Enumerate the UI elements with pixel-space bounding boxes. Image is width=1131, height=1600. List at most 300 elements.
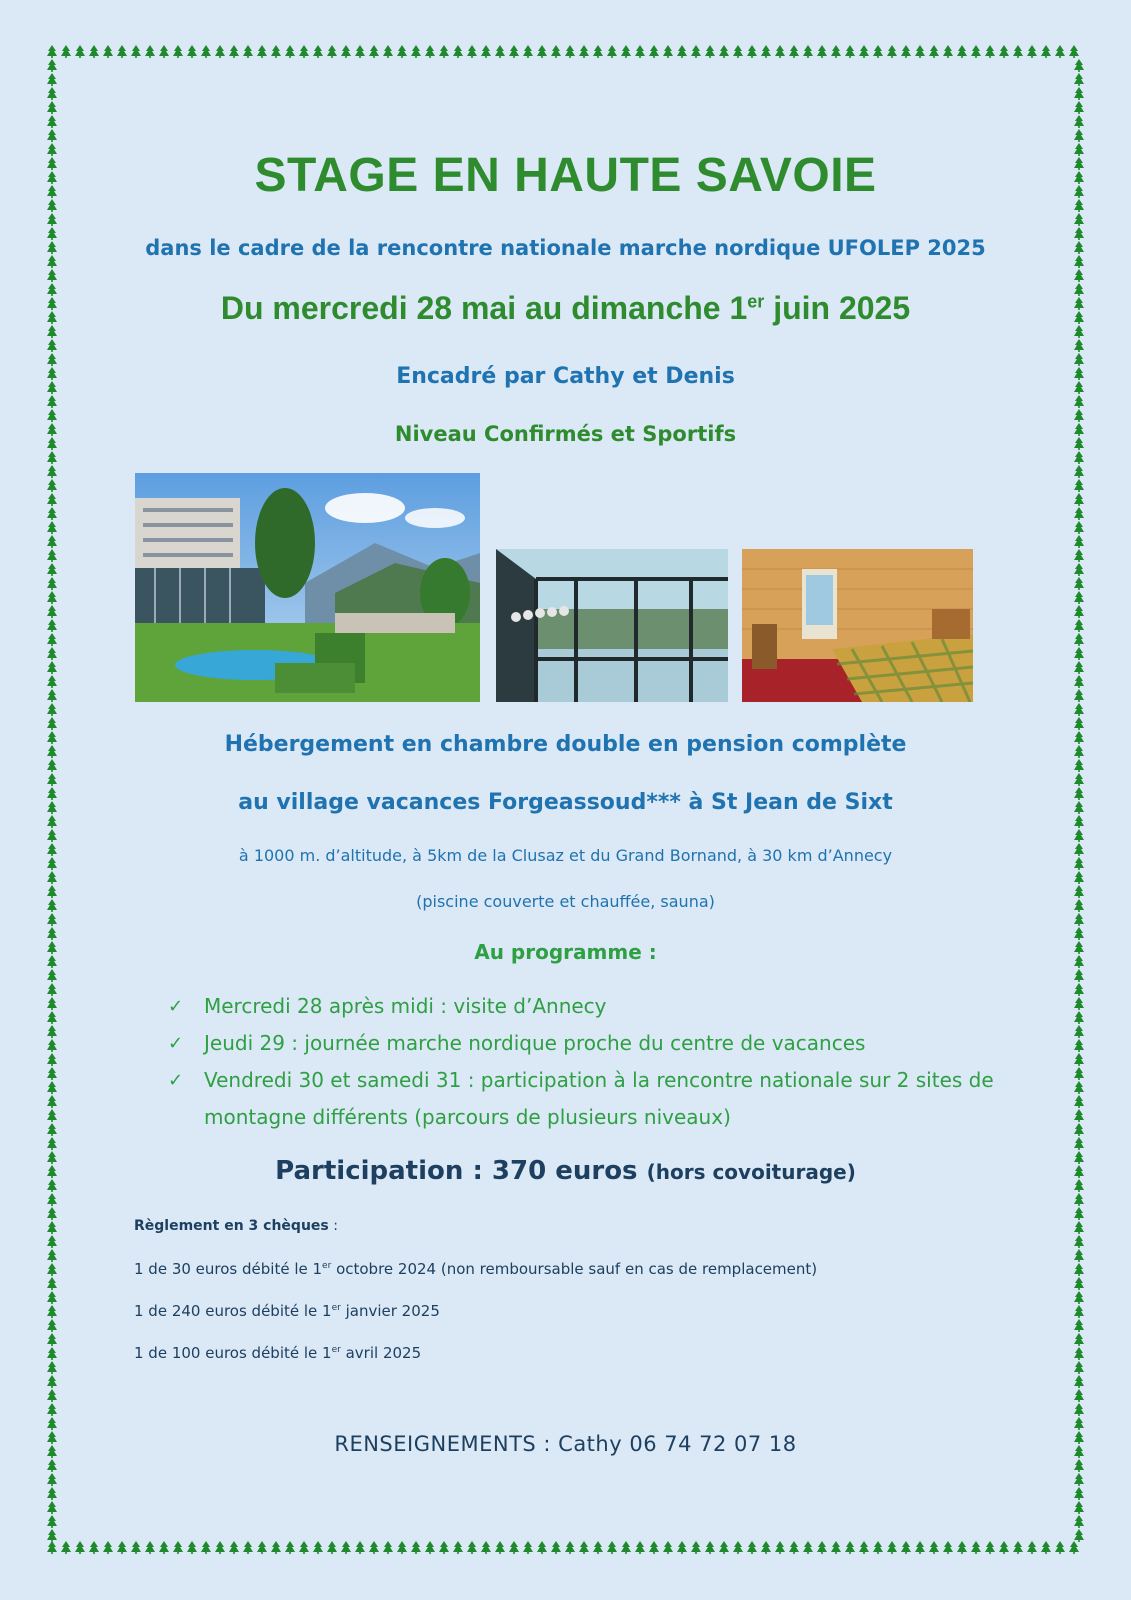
tree-icon [1074, 997, 1084, 1010]
tree-icon [131, 45, 141, 58]
tree-icon [1074, 969, 1084, 982]
tree-icon [47, 563, 57, 576]
tree-icon [1074, 381, 1084, 394]
program-title: Au programme : [474, 940, 657, 964]
tree-icon [1074, 1305, 1084, 1318]
tree-icon [621, 1541, 631, 1554]
tree-icon [47, 45, 57, 58]
tree-icon [747, 1541, 757, 1554]
tree-icon [1074, 1515, 1084, 1528]
tree-icon [1074, 507, 1084, 520]
tree-icon [145, 1541, 155, 1554]
price-note: (hors covoiturage) [646, 1160, 856, 1184]
tree-icon [369, 45, 379, 58]
tree-icon [509, 45, 519, 58]
tree-icon [1055, 45, 1065, 58]
tree-icon [75, 45, 85, 58]
tree-icon [47, 955, 57, 968]
tree-icon [537, 45, 547, 58]
tree-icon [425, 1541, 435, 1554]
tree-icon [775, 45, 785, 58]
tree-icon [873, 45, 883, 58]
tree-icon [1074, 1347, 1084, 1360]
tree-icon [47, 297, 57, 310]
tree-icon [1074, 129, 1084, 142]
tree-icon [1074, 857, 1084, 870]
tree-icon [1074, 647, 1084, 660]
tree-icon [47, 815, 57, 828]
checkmark-icon: ✓ [168, 996, 184, 1017]
tree-icon [537, 1541, 547, 1554]
tree-icon [1074, 1151, 1084, 1164]
tree-icon [103, 1541, 113, 1554]
tree-icon [649, 45, 659, 58]
tree-icon [1074, 353, 1084, 366]
tree-icon [1074, 367, 1084, 380]
tree-icon [1074, 1193, 1084, 1206]
tree-icon [495, 45, 505, 58]
tree-icon [1074, 1263, 1084, 1276]
tree-icon [47, 241, 57, 254]
tree-icon [677, 1541, 687, 1554]
tree-icon [47, 283, 57, 296]
tree-icon [1074, 493, 1084, 506]
tree-icon [1074, 1529, 1084, 1542]
tree-icon [355, 45, 365, 58]
tree-icon [845, 45, 855, 58]
tree-icon [1074, 451, 1084, 464]
tree-icon [453, 45, 463, 58]
checkmark-icon: ✓ [168, 1070, 184, 1091]
tree-icon [47, 1025, 57, 1038]
tree-icon [243, 45, 253, 58]
tree-icon [47, 507, 57, 520]
tree-icon [579, 1541, 589, 1554]
tree-icon [1027, 45, 1037, 58]
tree-icon [201, 45, 211, 58]
tree-icon [1074, 1235, 1084, 1248]
tree-icon [341, 1541, 351, 1554]
program-item-text: Jeudi 29 : journée marche nordique proche du centre de vacances [204, 1031, 866, 1055]
level-line: Niveau Confirmés et Sportifs [394, 422, 737, 446]
lodging-line-1: Hébergement en chambre double en pension complète [224, 732, 907, 757]
payment-line-sup: er [331, 1345, 341, 1355]
tree-icon [47, 899, 57, 912]
tree-icon [1074, 143, 1084, 156]
tree-icon [47, 1151, 57, 1164]
tree-icon [47, 1541, 57, 1554]
tree-icon [47, 885, 57, 898]
tree-icon [47, 1501, 57, 1514]
tree-icon [1074, 465, 1084, 478]
event-dates [100, 290, 1031, 327]
tree-icon [117, 1541, 127, 1554]
tree-icon [47, 87, 57, 100]
tree-icon [1074, 1361, 1084, 1374]
tree-icon [313, 1541, 323, 1554]
tree-icon [1074, 703, 1084, 716]
tree-icon [187, 45, 197, 58]
tree-icon [1074, 269, 1084, 282]
guides-line: Encadré par Cathy et Denis [396, 364, 735, 389]
tree-icon [47, 339, 57, 352]
tree-icon [831, 45, 841, 58]
tree-icon [1074, 1221, 1084, 1234]
tree-icon [47, 773, 57, 786]
tree-icon [47, 143, 57, 156]
payment-title-colon: : [328, 1218, 338, 1234]
tree-icon [89, 1541, 99, 1554]
tree-icon [271, 45, 281, 58]
tree-icon [439, 1541, 449, 1554]
tree-icon [47, 255, 57, 268]
tree-icon [1074, 59, 1084, 72]
tree-icon [1074, 1039, 1084, 1052]
tree-icon [817, 45, 827, 58]
tree-icon [691, 1541, 701, 1554]
tree-icon [1074, 731, 1084, 744]
tree-icon [1074, 255, 1084, 268]
tree-icon [901, 1541, 911, 1554]
checkmark-icon: ✓ [168, 1033, 184, 1054]
tree-icon [1074, 1011, 1084, 1024]
tree-icon [47, 1081, 57, 1094]
tree-icon [971, 1541, 981, 1554]
tree-icon [677, 45, 687, 58]
tree-icon [47, 1179, 57, 1192]
tree-icon [47, 1417, 57, 1430]
tree-icon [1074, 1025, 1084, 1038]
tree-icon [47, 759, 57, 772]
tree-icon [229, 1541, 239, 1554]
tree-icon [1074, 87, 1084, 100]
price-line [100, 1156, 1031, 1186]
tree-icon [1074, 1291, 1084, 1304]
tree-icon [915, 45, 925, 58]
tree-icon [565, 45, 575, 58]
tree-icon [635, 45, 645, 58]
tree-icon [1074, 913, 1084, 926]
tree-icon [47, 1347, 57, 1360]
tree-icon [1074, 1487, 1084, 1500]
tree-icon [803, 1541, 813, 1554]
list-item [168, 1062, 1028, 1136]
tree-icon [47, 199, 57, 212]
tree-icon [47, 703, 57, 716]
tree-icon [47, 549, 57, 562]
payment-line-text: octobre 2024 (non remboursable sauf en cas de remplacement) [331, 1260, 818, 1278]
tree-icon [47, 591, 57, 604]
tree-icon [1074, 549, 1084, 562]
tree-icon [47, 731, 57, 744]
tree-icon [1074, 115, 1084, 128]
tree-icon [47, 227, 57, 240]
event-subtitle: dans le cadre de la rencontre nationale marche nordique UFOLEP 2025 [145, 236, 986, 260]
payment-title-text: Règlement en 3 chèques [134, 1218, 329, 1234]
tree-icon [1074, 185, 1084, 198]
tree-icon [1074, 1333, 1084, 1346]
tree-icon [1074, 157, 1084, 170]
tree-icon [1074, 1277, 1084, 1290]
tree-icon [47, 465, 57, 478]
tree-icon [1074, 843, 1084, 856]
tree-icon [789, 1541, 799, 1554]
tree-icon [929, 1541, 939, 1554]
tree-icon [1074, 535, 1084, 548]
tree-icon [1074, 633, 1084, 646]
tree-icon [1074, 955, 1084, 968]
payment-line-text: 1 de 30 euros débité le 1 [134, 1260, 323, 1278]
tree-icon [607, 45, 617, 58]
tree-icon [1074, 297, 1084, 310]
tree-icon [383, 1541, 393, 1554]
tree-icon [495, 1541, 505, 1554]
lodging-line-2: au village vacances Forgeassoud*** à St Jean de Sixt [238, 790, 893, 815]
tree-icon [1074, 311, 1084, 324]
tree-icon [47, 717, 57, 730]
tree-icon [47, 1333, 57, 1346]
tree-icon [47, 1039, 57, 1052]
tree-icon [1074, 171, 1084, 184]
tree-icon [299, 1541, 309, 1554]
tree-icon [47, 927, 57, 940]
payment-line-text: 1 de 100 euros débité le 1 [134, 1344, 332, 1362]
tree-icon [47, 689, 57, 702]
tree-icon [509, 1541, 519, 1554]
tree-icon [817, 1541, 827, 1554]
tree-icon [1074, 1053, 1084, 1066]
tree-icon [47, 969, 57, 982]
tree-icon [733, 1541, 743, 1554]
tree-icon [299, 45, 309, 58]
bedroom-photo [742, 549, 973, 702]
tree-icon [47, 395, 57, 408]
tree-icon [761, 1541, 771, 1554]
tree-icon [1074, 787, 1084, 800]
tree-icon [1074, 1123, 1084, 1136]
tree-icon [1074, 241, 1084, 254]
tree-icon [691, 45, 701, 58]
payment-title [134, 1218, 338, 1234]
tree-icon [47, 1459, 57, 1472]
tree-icon [47, 913, 57, 926]
tree-icon [47, 409, 57, 422]
tree-icon [47, 101, 57, 114]
tree-icon [159, 45, 169, 58]
tree-icon [453, 1541, 463, 1554]
tree-icon [1074, 591, 1084, 604]
tree-icon [943, 1541, 953, 1554]
tree-icon [285, 45, 295, 58]
tree-icon [1074, 829, 1084, 842]
tree-icon [705, 45, 715, 58]
tree-icon [901, 45, 911, 58]
tree-icon [47, 661, 57, 674]
tree-icon [61, 45, 71, 58]
tree-icon [187, 1541, 197, 1554]
tree-icon [47, 325, 57, 338]
tree-icon [327, 1541, 337, 1554]
tree-icon [47, 1235, 57, 1248]
tree-icon [47, 1291, 57, 1304]
tree-icon [1074, 521, 1084, 534]
tree-icon [1074, 1417, 1084, 1430]
tree-icon [579, 45, 589, 58]
tree-icon [1055, 1541, 1065, 1554]
tree-icon [1074, 73, 1084, 86]
tree-icon [523, 45, 533, 58]
tree-icon [131, 1541, 141, 1554]
tree-icon [285, 1541, 295, 1554]
tree-icon [1074, 899, 1084, 912]
tree-icon [1069, 1541, 1079, 1554]
tree-icon [47, 829, 57, 842]
tree-icon [1074, 927, 1084, 940]
tree-icon [1074, 227, 1084, 240]
tree-icon [1074, 1389, 1084, 1402]
tree-icon [999, 45, 1009, 58]
tree-icon [1074, 717, 1084, 730]
dates-suffix: juin 2025 [764, 290, 911, 326]
tree-icon [47, 353, 57, 366]
tree-icon [467, 1541, 477, 1554]
tree-icon [1074, 437, 1084, 450]
tree-icon [957, 1541, 967, 1554]
tree-icon [887, 1541, 897, 1554]
tree-icon [47, 1011, 57, 1024]
tree-icon [915, 1541, 925, 1554]
tree-icon [145, 45, 155, 58]
tree-icon [663, 1541, 673, 1554]
tree-icon [831, 1541, 841, 1554]
tree-icon [47, 157, 57, 170]
tree-icon [47, 1445, 57, 1458]
tree-icon [313, 45, 323, 58]
tree-icon [47, 129, 57, 142]
tree-icon [47, 1123, 57, 1136]
tree-icon [1074, 1403, 1084, 1416]
tree-icon [1074, 577, 1084, 590]
tree-icon [47, 745, 57, 758]
tree-icon [47, 1249, 57, 1262]
tree-icon [1074, 1431, 1084, 1444]
tree-icon [705, 1541, 715, 1554]
tree-icon [47, 647, 57, 660]
tree-icon [47, 675, 57, 688]
tree-icon [845, 1541, 855, 1554]
tree-icon [1074, 325, 1084, 338]
tree-icon [1074, 759, 1084, 772]
tree-icon [957, 45, 967, 58]
tree-icon [929, 45, 939, 58]
tree-icon [47, 535, 57, 548]
tree-icon [1074, 1445, 1084, 1458]
tree-icon [47, 493, 57, 506]
tree-icon [47, 1319, 57, 1332]
tree-icon [47, 857, 57, 870]
tree-icon [1074, 661, 1084, 674]
tree-icon [47, 1431, 57, 1444]
tree-icon [1074, 619, 1084, 632]
tree-icon [523, 1541, 533, 1554]
tree-icon [47, 381, 57, 394]
price-main: Participation : 370 euros [275, 1156, 638, 1186]
tree-icon [439, 45, 449, 58]
tree-icon [1074, 423, 1084, 436]
tree-icon [47, 843, 57, 856]
tree-icon [397, 45, 407, 58]
tree-icon [47, 171, 57, 184]
tree-icon [1074, 199, 1084, 212]
tree-icon [1041, 45, 1051, 58]
tree-icon [201, 1541, 211, 1554]
tree-icon [47, 633, 57, 646]
tree-icon [47, 1375, 57, 1388]
tree-icon [257, 1541, 267, 1554]
dates-prefix: Du mercredi 28 mai au dimanche 1 [220, 290, 748, 326]
tree-icon [215, 45, 225, 58]
tree-icon [383, 45, 393, 58]
tree-icon [1074, 1179, 1084, 1192]
tree-icon [1074, 479, 1084, 492]
tree-icon [1069, 45, 1079, 58]
tree-icon [1074, 941, 1084, 954]
tree-icon [761, 45, 771, 58]
tree-icon [47, 1067, 57, 1080]
tree-icon [663, 45, 673, 58]
tree-icon [481, 1541, 491, 1554]
tree-icon [593, 1541, 603, 1554]
tree-icon [1074, 395, 1084, 408]
tree-icon [1074, 1459, 1084, 1472]
tree-icon [355, 1541, 365, 1554]
tree-icon [47, 1165, 57, 1178]
tree-icon [887, 45, 897, 58]
tree-icon [1074, 773, 1084, 786]
tree-icon [1074, 815, 1084, 828]
tree-icon [1074, 1081, 1084, 1094]
tree-icon [1074, 1319, 1084, 1332]
tree-icon [397, 1541, 407, 1554]
tree-icon [117, 45, 127, 58]
tree-icon [1074, 563, 1084, 576]
tree-icon [803, 45, 813, 58]
tree-icon [47, 1487, 57, 1500]
tree-icon [621, 45, 631, 58]
tree-icon [1074, 1207, 1084, 1220]
tree-icon [1074, 101, 1084, 114]
tree-icon [1013, 1541, 1023, 1554]
tree-icon [481, 45, 491, 58]
payment-line [134, 1344, 421, 1362]
amenities-line: (piscine couverte et chauffée, sauna) [416, 892, 715, 911]
tree-icon [1074, 1095, 1084, 1108]
payment-line [134, 1260, 817, 1278]
tree-icon [47, 605, 57, 618]
tree-icon [1074, 1501, 1084, 1514]
tree-icon [971, 45, 981, 58]
payment-line-text: 1 de 240 euros débité le 1 [134, 1302, 332, 1320]
tree-icon [551, 45, 561, 58]
tree-icon [159, 1541, 169, 1554]
tree-icon [1074, 675, 1084, 688]
tree-icon [775, 1541, 785, 1554]
tree-icon [1041, 1541, 1051, 1554]
tree-icon [47, 577, 57, 590]
tree-icon [1074, 1375, 1084, 1388]
tree-icon [1074, 1249, 1084, 1262]
tree-icon [215, 1541, 225, 1554]
